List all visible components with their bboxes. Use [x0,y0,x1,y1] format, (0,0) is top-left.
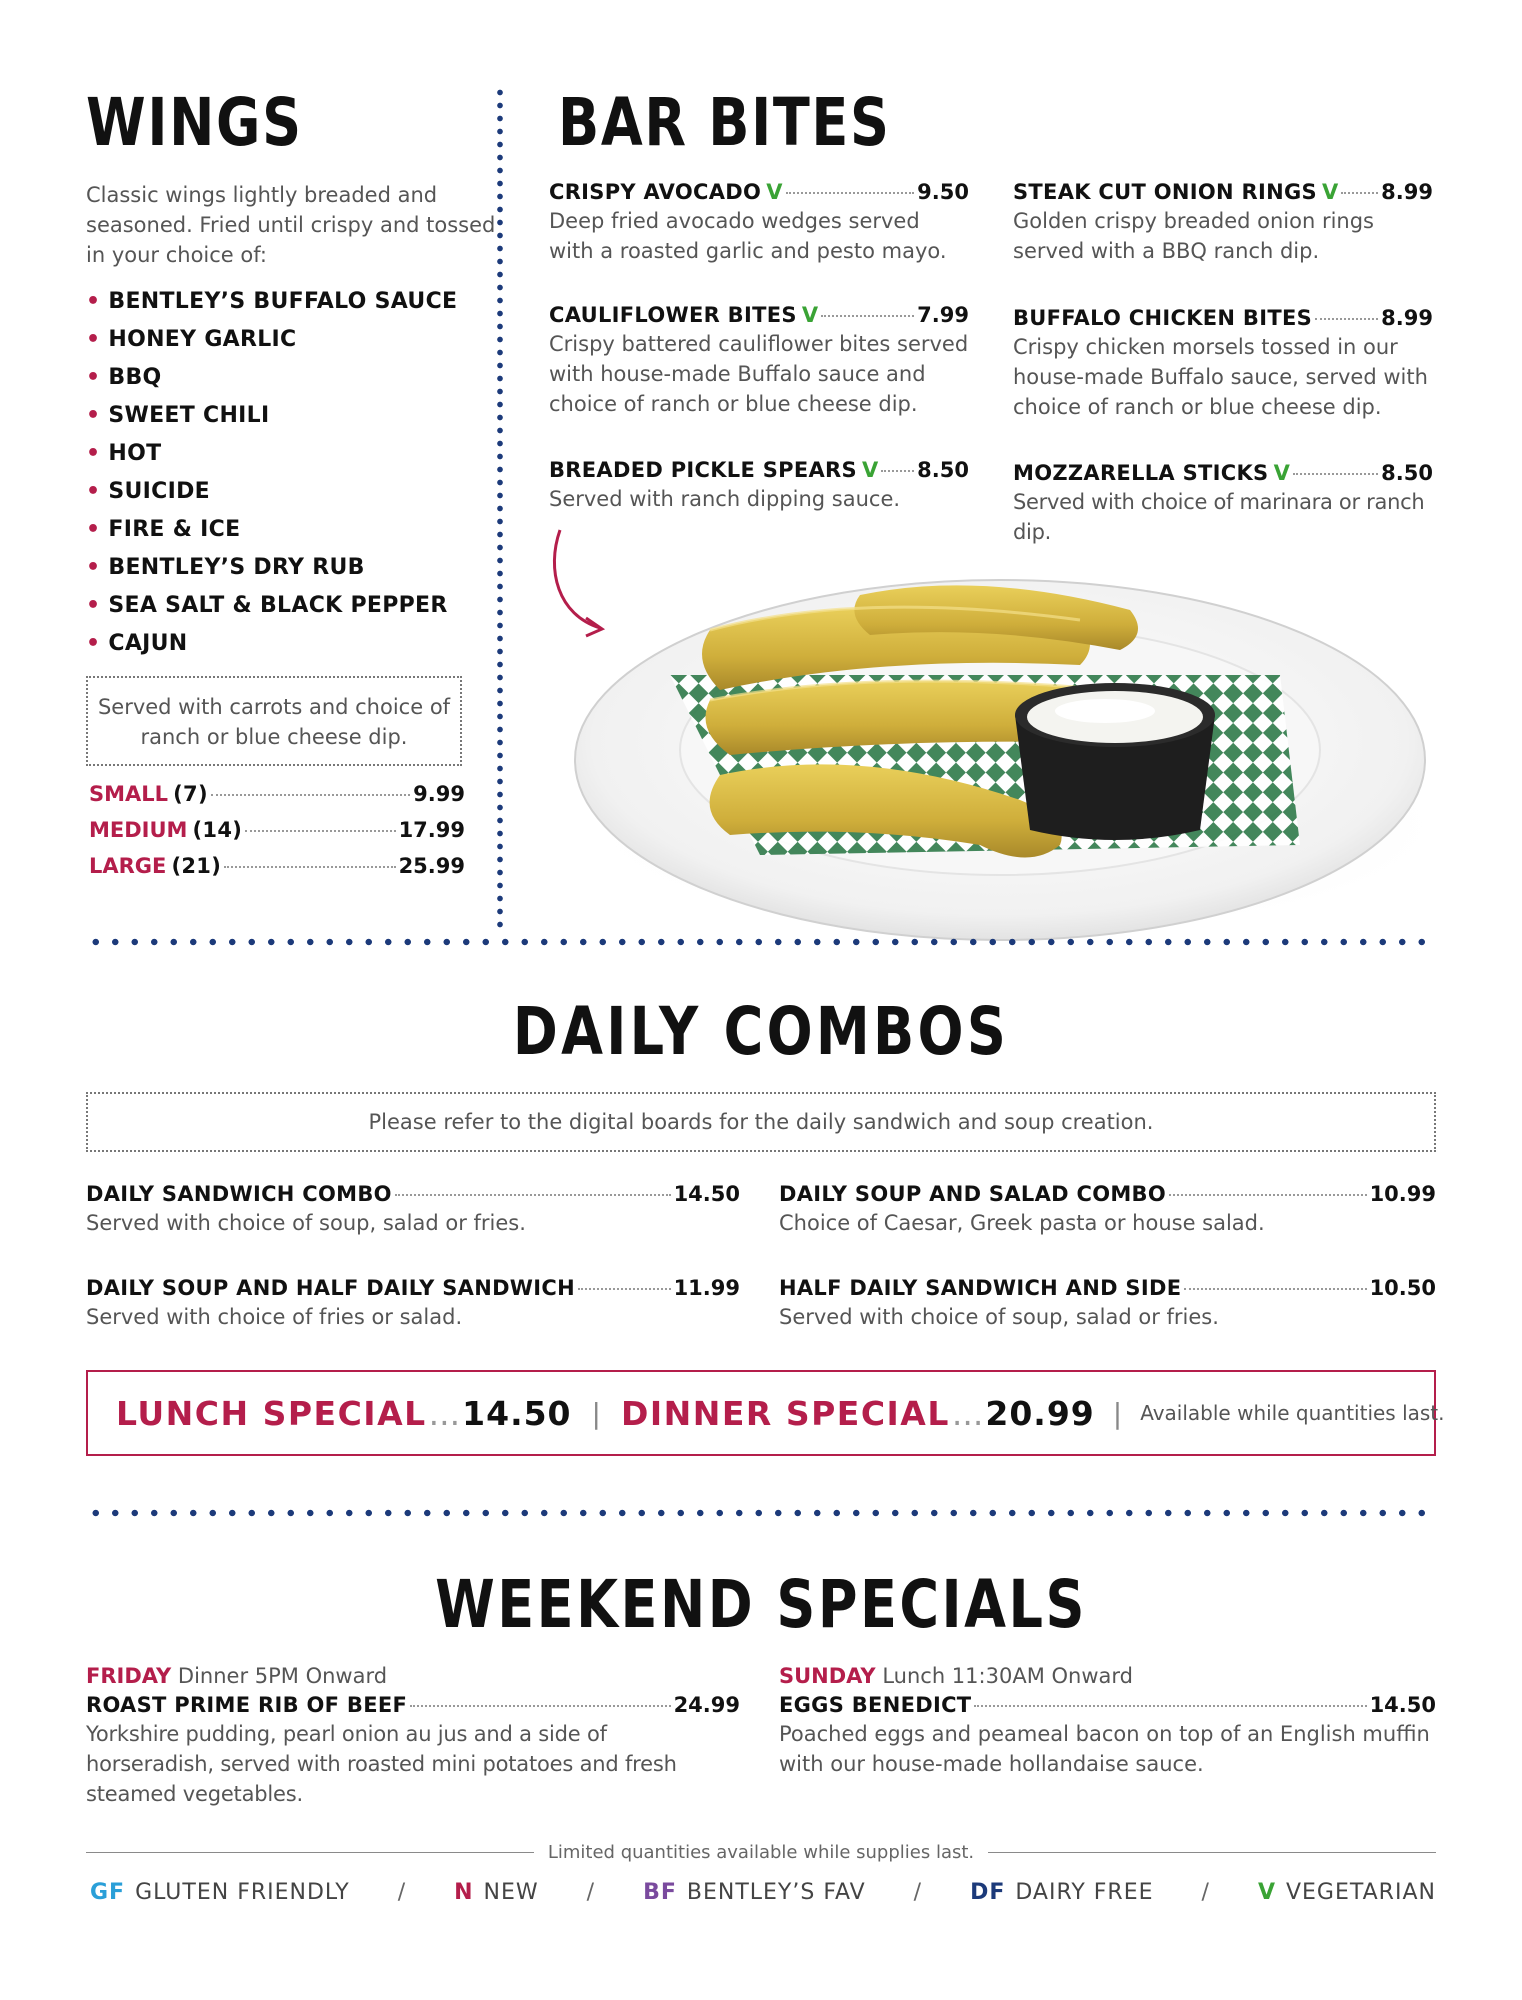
item-description: Golden crispy breaded onion rings served with a BBQ ranch dip. [1013,209,1374,263]
wings-description: Classic wings lightly breaded and seasoned. Fried until crispy and tossed in your choice of: [86,183,496,267]
item-price: 8.99 [1381,306,1433,330]
legend-bentleys-fav: BF BENTLEY’S FAV [643,1880,866,1905]
list-item: • SEA SALT & BLACK PEPPER [86,593,448,618]
wings-flavor-list [86,283,457,663]
legend-separator: / [397,1880,407,1905]
item-name: BREADED PICKLE SPEARS [549,458,857,482]
legend-vegetarian: V VEGETARIAN [1257,1880,1436,1905]
friday-label: FRIDAY [86,1664,172,1688]
item-description: Deep fried avocado wedges served with a roasted garlic and pesto mayo. [549,209,947,263]
item-name: CAULIFLOWER BITES [549,303,797,327]
item-price: 10.99 [1369,1182,1436,1206]
specials-separator: | [591,1396,601,1430]
wings-sizes [89,782,465,890]
item-price: 9.50 [917,180,969,204]
item-description: Served with choice of fries or salad. [86,1305,463,1329]
item-description: Poached eggs and peameal bacon on top of an English muffin with our house-made hollandaise sauce. [779,1722,1430,1776]
vegetarian-tag: V [1322,180,1339,204]
footer-note-row [86,1842,1436,1863]
legend-separator: / [586,1880,596,1905]
horizontal-divider [86,938,1436,946]
wings-size-small: SMALL (7) 9.99 [89,782,465,806]
item-description: Served with choice of marinara or ranch dip. [1013,490,1425,544]
item-description: Served with choice of soup, salad or fries. [779,1305,1219,1329]
friday-time: Dinner 5PM Onward [177,1664,388,1688]
list-item: • FIRE & ICE [86,517,241,542]
item-name: DAILY SANDWICH COMBO [86,1182,392,1206]
specials-box [86,1370,1445,1456]
pickle-plate-photo [560,525,1460,955]
item-price: 8.50 [917,458,969,482]
combo-item-soup-half-sandwich [86,1276,740,1332]
item-price: 14.50 [673,1182,740,1206]
item-name: DAILY SOUP AND HALF DAILY SANDWICH [86,1276,575,1300]
sunday-time: Lunch 11:30AM Onward [882,1664,1133,1688]
item-description: Served with choice of soup, salad or fries. [86,1211,526,1235]
wings-title: WINGS [86,84,303,161]
combo-item-half-sandwich-side [779,1276,1436,1332]
legend-new: N NEW [454,1880,539,1905]
dinner-special-dots: ... [951,1393,984,1433]
vertical-divider [497,86,503,930]
bar-bites-item-buffalo-chicken [1013,306,1433,422]
item-description: Crispy chicken morsels tossed in our house-made Buffalo sauce, served with choice of ranch or blue cheese dip. [1013,335,1428,419]
dinner-special-price: 20.99 [985,1393,1095,1433]
bar-bites-item-onion-rings [1013,180,1433,266]
vegetarian-tag: V [862,458,879,482]
daily-combos-note: Please refer to the digital boards for the daily sandwich and soup creation. [368,1110,1154,1134]
vegetarian-tag: V [801,303,819,327]
item-price: 7.99 [917,303,969,327]
item-price: 11.99 [673,1276,740,1300]
wings-served-note-box [86,676,462,766]
bar-bites-item-crispy-avocado [549,180,969,266]
legend-gluten-friendly: GF GLUTEN FRIENDLY [90,1880,350,1905]
lunch-special-label: LUNCH SPECIAL [116,1393,427,1433]
item-description: Crispy battered cauliflower bites served with house-made Buffalo sauce and choice of ranch or blue cheese dip. [549,332,969,416]
item-description: Served with ranch dipping sauce. [549,487,901,511]
daily-combos-note-box [86,1092,1436,1152]
item-name: CRISPY AVOCADO [549,180,762,204]
item-price: 14.50 [1369,1693,1436,1717]
list-item: • BBQ [86,365,162,390]
specials-availability: Available while quantities last. [1140,1401,1445,1425]
weekend-sunday [779,1661,1436,1779]
combo-item-soup-salad [779,1182,1436,1238]
combo-item-sandwich-combo [86,1182,740,1238]
item-price: 8.99 [1381,180,1433,204]
legend-separator: / [1201,1880,1210,1905]
dinner-special-label: DINNER SPECIAL [620,1393,950,1433]
item-name: STEAK CUT ONION RINGS [1013,180,1317,204]
wings-size-medium: MEDIUM (14) 17.99 [89,818,465,842]
lunch-special-dots: ... [428,1393,461,1433]
list-item: • HOT [86,441,162,466]
list-item: • SUICIDE [86,479,210,504]
legend-dairy-free: DF DAIRY FREE [970,1880,1154,1905]
item-name: MOZZARELLA STICKS [1013,461,1269,485]
horizontal-divider [86,1509,1436,1517]
list-item: • SWEET CHILI [86,403,270,428]
legend-separator: / [913,1880,923,1905]
bar-bites-title: BAR BITES [558,84,891,161]
weekend-friday [86,1661,740,1809]
item-description: Choice of Caesar, Greek pasta or house salad. [779,1211,1265,1235]
item-name: BUFFALO CHICKEN BITES [1013,306,1313,330]
weekend-specials-title: WEEKEND SPECIALS [435,1566,1087,1643]
item-name: HALF DAILY SANDWICH AND SIDE [779,1276,1182,1300]
list-item: • HONEY GARLIC [86,327,297,352]
wings-size-large: LARGE (21) 25.99 [89,854,465,878]
item-description: Yorkshire pudding, pearl onion au jus and a side of horseradish, served with roasted mini potatoes and fresh steamed vegetables. [86,1722,677,1806]
dietary-legend [90,1880,1436,1905]
daily-combos-title: DAILY COMBOS [512,993,1010,1070]
footer-note: Limited quantities available while supplies last. [547,1842,975,1863]
item-price: 8.50 [1381,461,1433,485]
specials-separator: | [1112,1396,1123,1430]
item-name: DAILY SOUP AND SALAD COMBO [779,1182,1166,1206]
bar-bites-item-pickle-spears [549,458,969,514]
lunch-special-price: 14.50 [462,1393,572,1433]
list-item: • BENTLEY’S DRY RUB [86,555,365,580]
list-item: • CAJUN [86,631,188,656]
vegetarian-tag: V [1273,461,1290,485]
sunday-label: SUNDAY [779,1664,876,1688]
wings-served-note: Served with carrots and choice of ranch or blue cheese dip. [97,695,451,749]
bar-bites-item-cauliflower-bites [549,303,969,419]
item-price: 10.50 [1369,1276,1436,1300]
vegetarian-tag: V [766,180,783,204]
list-item: • BENTLEY’S BUFFALO SAUCE [86,289,458,314]
item-price: 24.99 [673,1693,740,1717]
item-name: EGGS BENEDICT [779,1693,972,1717]
item-name: ROAST PRIME RIB OF BEEF [86,1693,408,1717]
